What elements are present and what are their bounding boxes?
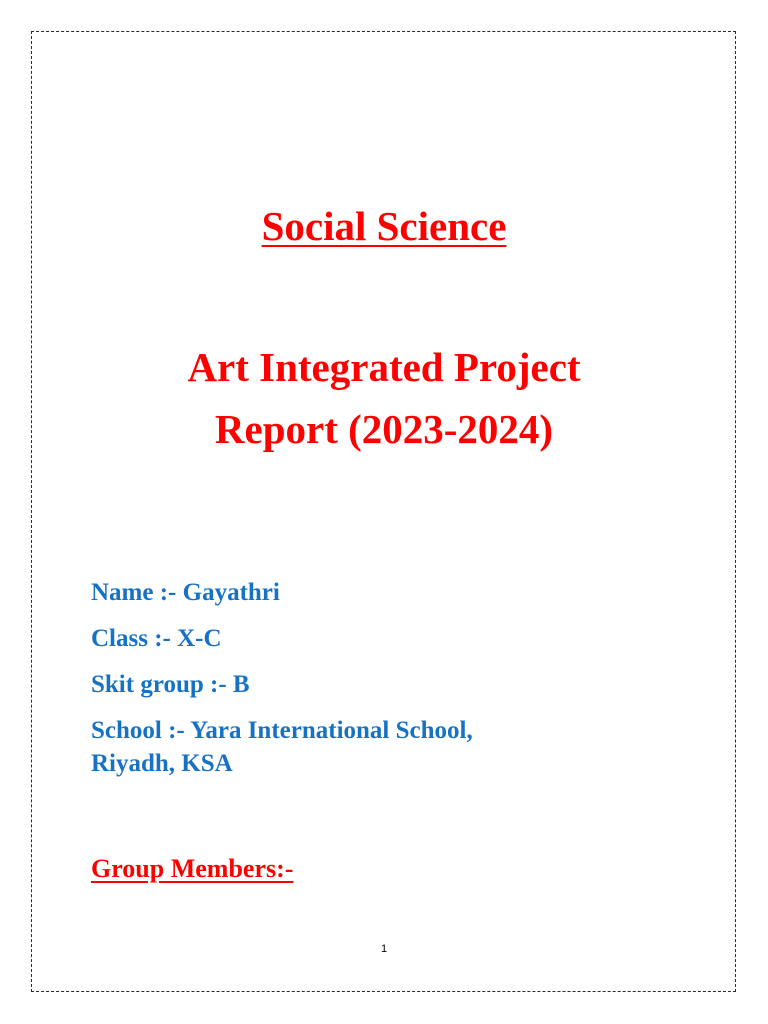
subject-title: Social Science (261, 203, 507, 249)
student-details (91, 576, 473, 780)
student-class: Class :- X-C (91, 625, 222, 652)
report-title-line-1: Art Integrated Project (187, 344, 581, 390)
school-line-2: Riyadh, KSA (91, 750, 233, 777)
page-border (31, 31, 736, 992)
skit-group: Skit group :- B (91, 671, 250, 698)
group-members-heading: Group Members:- (91, 854, 294, 883)
school-line-1: School :- Yara International School, (91, 717, 473, 744)
report-title (0, 336, 768, 460)
school-name (91, 714, 473, 780)
page-number: 1 (380, 943, 388, 955)
report-title-line-2: Report (2023-2024) (214, 406, 554, 452)
student-name: Name :- Gayathri (91, 579, 280, 606)
